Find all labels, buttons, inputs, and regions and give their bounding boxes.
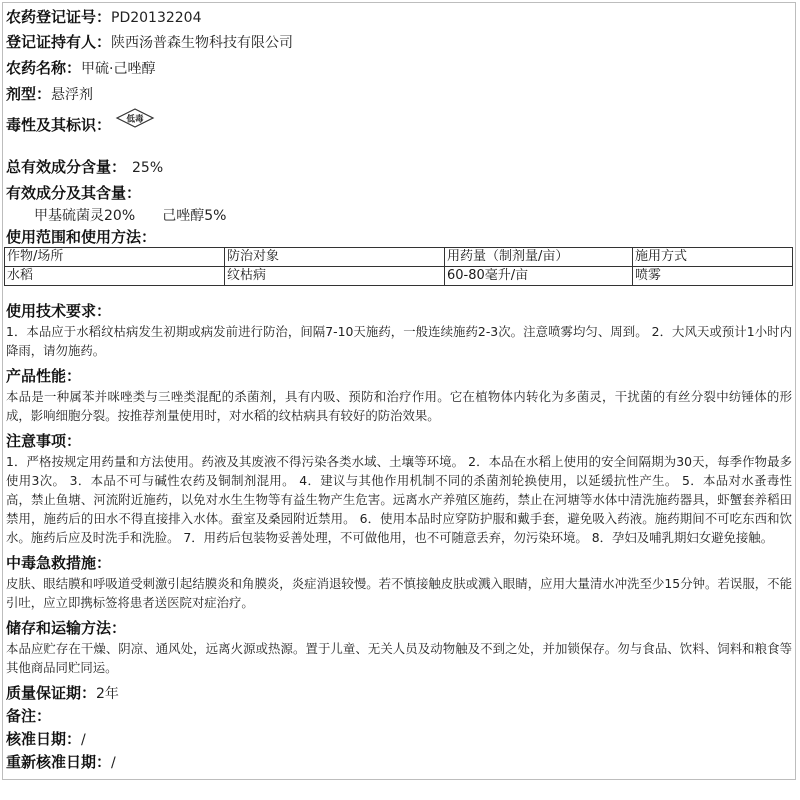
first-aid-text: 皮肤、眼结膜和呼吸道受刺激引起结膜炎和角膜炎，炎症消退较慢。若不慎接触皮肤或溅入眼睛，应用大量清水冲洗至少15分钟。若误服，不能引吐，应立即携标签将患者送医院对症治疗。 bbox=[6, 576, 792, 610]
storage-section bbox=[6, 617, 792, 677]
total-content-value: 25% bbox=[132, 160, 164, 176]
formulation-value: 悬浮剂 bbox=[51, 87, 94, 103]
warranty-value: 2年 bbox=[96, 686, 119, 702]
performance-section bbox=[6, 365, 792, 425]
usage-scope-header-row bbox=[6, 227, 792, 247]
table-cell: 喷雾 bbox=[633, 267, 793, 286]
approval-date-label: 核准日期： bbox=[6, 730, 82, 748]
reapproval-date-label: 重新核准日期： bbox=[6, 753, 112, 771]
tech-requirements-text: 1．本品应于水稻纹枯病发生初期或病发前进行防治，间隔7-10天施药，一般连续施药2-3次。注意喷雾均匀、周到。 2．大风天或预计1小时内降雨，请勿施药。 bbox=[6, 324, 792, 358]
usage-table-header bbox=[5, 248, 793, 267]
formulation-row bbox=[6, 81, 792, 107]
table-header-cell: 防治对象 bbox=[225, 248, 445, 267]
approval-date-row bbox=[6, 727, 792, 750]
storage-label: 储存和运输方法： bbox=[6, 619, 127, 637]
total-content-row bbox=[6, 143, 792, 183]
table-cell: 60-80毫升/亩 bbox=[445, 267, 633, 286]
first-aid-section bbox=[6, 552, 792, 612]
usage-scope-label: 使用范围和使用方法： bbox=[6, 228, 157, 246]
toxicity-label: 毒性及其标识： bbox=[6, 116, 112, 134]
footer-fields bbox=[6, 681, 792, 773]
holder-value: 陕西汤普森生物科技有限公司 bbox=[111, 35, 294, 51]
registration-row bbox=[6, 4, 792, 29]
total-content-label: 总有效成分含量： bbox=[6, 158, 127, 176]
holder-row bbox=[6, 29, 792, 55]
ingredients-label: 有效成分及其含量： bbox=[6, 184, 142, 202]
table-row bbox=[5, 267, 793, 286]
table-header-cell: 施用方式 bbox=[633, 248, 793, 267]
precautions-text: 1．严格按规定用药量和方法使用。药液及其废液不得污染各类水域、土壤等环境。 2．本品在水稻上使用的安全间隔期为30天，每季作物最多使用3次。 3．本品不可与碱性农药及铜制剂混用。 4．建议与其他作用机制不同的杀菌剂轮换使用，以延缓抗性产生。 5．本品对水蚤毒性高，禁止鱼塘、河流附近施药，以免对水生生物等有益生物产生危害。远离水产养殖区施药，禁止在河塘等水体中清洗施药器具，虾蟹套养稻田禁用，施药后的田水不得直接排入水体。蚕室及桑园附近禁用。 6．使用本品时应穿防护服和戴手套，避免吸入药液。施药期间不可吃东西和饮水。施药后应及时洗手和洗脸。 7．用药后包装物妥善处理，不可做他用，也不可随意丢弃，勿污染环境。 8．孕妇及哺乳期妇女避免接触。 bbox=[6, 454, 792, 545]
table-header-cell: 作物/场所 bbox=[5, 248, 225, 267]
pesticide-name-value: 甲硫·己唑醇 bbox=[81, 61, 156, 77]
ingredients-header-row bbox=[6, 183, 792, 205]
registration-value: PD20132204 bbox=[111, 10, 202, 26]
pesticide-name-row bbox=[6, 55, 792, 81]
toxicity-row bbox=[6, 107, 792, 143]
toxicity-badge-text: 低毒 bbox=[126, 114, 144, 124]
approval-date-value: / bbox=[81, 732, 86, 748]
table-header-cell: 用药量（制剂量/亩） bbox=[445, 248, 633, 267]
reapproval-date-row bbox=[6, 750, 792, 773]
ingredient-item: 己唑醇5% bbox=[162, 208, 227, 224]
remarks-row bbox=[6, 704, 792, 727]
precautions-section bbox=[6, 430, 792, 547]
pesticide-name-label: 农药名称： bbox=[6, 59, 82, 77]
ingredients-list bbox=[6, 205, 792, 225]
remarks-label: 备注： bbox=[6, 707, 52, 725]
label-document bbox=[6, 4, 792, 773]
formulation-label: 剂型： bbox=[6, 85, 52, 103]
tech-requirements-section bbox=[6, 300, 792, 360]
usage-table bbox=[4, 247, 793, 286]
low-toxicity-diamond-icon bbox=[115, 106, 155, 142]
precautions-label: 注意事项： bbox=[6, 432, 82, 450]
performance-label: 产品性能： bbox=[6, 367, 82, 385]
table-cell: 水稻 bbox=[5, 267, 225, 286]
tech-requirements-label: 使用技术要求： bbox=[6, 302, 112, 320]
ingredient-item: 甲基硫菌灵20% bbox=[34, 208, 136, 224]
registration-label: 农药登记证号： bbox=[6, 8, 112, 26]
table-cell: 纹枯病 bbox=[225, 267, 445, 286]
first-aid-label: 中毒急救措施： bbox=[6, 554, 112, 572]
warranty-label: 质量保证期： bbox=[6, 684, 97, 702]
reapproval-date-value: / bbox=[111, 755, 116, 771]
performance-text: 本品是一种属苯并咪唑类与三唑类混配的杀菌剂，具有内吸、预防和治疗作用。它在植物体内转化为多菌灵，干扰菌的有丝分裂中纺锤体的形成，影响细胞分裂。按推荐剂量使用时，对水稻的纹枯病具有较好的防治效果。 bbox=[6, 389, 792, 423]
warranty-row bbox=[6, 681, 792, 704]
holder-label: 登记证持有人： bbox=[6, 33, 112, 51]
storage-text: 本品应贮存在干燥、阴凉、通风处，远离火源或热源。置于儿童、无关人员及动物触及不到之处，并加锁保存。勿与食品、饮料、饲料和粮食等其他商品同贮同运。 bbox=[6, 641, 792, 675]
